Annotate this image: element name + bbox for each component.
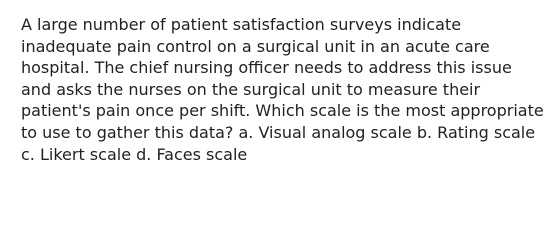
question-line-4: and asks the nurses on the surgical unit to measure their	[21, 79, 481, 99]
question-text	[21, 14, 546, 165]
question-line-2: inadequate pain control on a surgical unit in an acute care	[21, 36, 490, 56]
question-line-1: A large number of patient satisfaction surveys indicate	[21, 15, 462, 34]
question-line-5: patient's pain once per shift. Which scale is the most appropriate	[21, 101, 544, 121]
question-line-6: to use to gather this data? a. Visual analog scale b. Rating scale	[21, 122, 536, 142]
question-line-7: c. Likert scale d. Faces scale	[21, 144, 248, 164]
question-line-3: hospital. The chief nursing officer needs to address this issue	[21, 58, 512, 78]
